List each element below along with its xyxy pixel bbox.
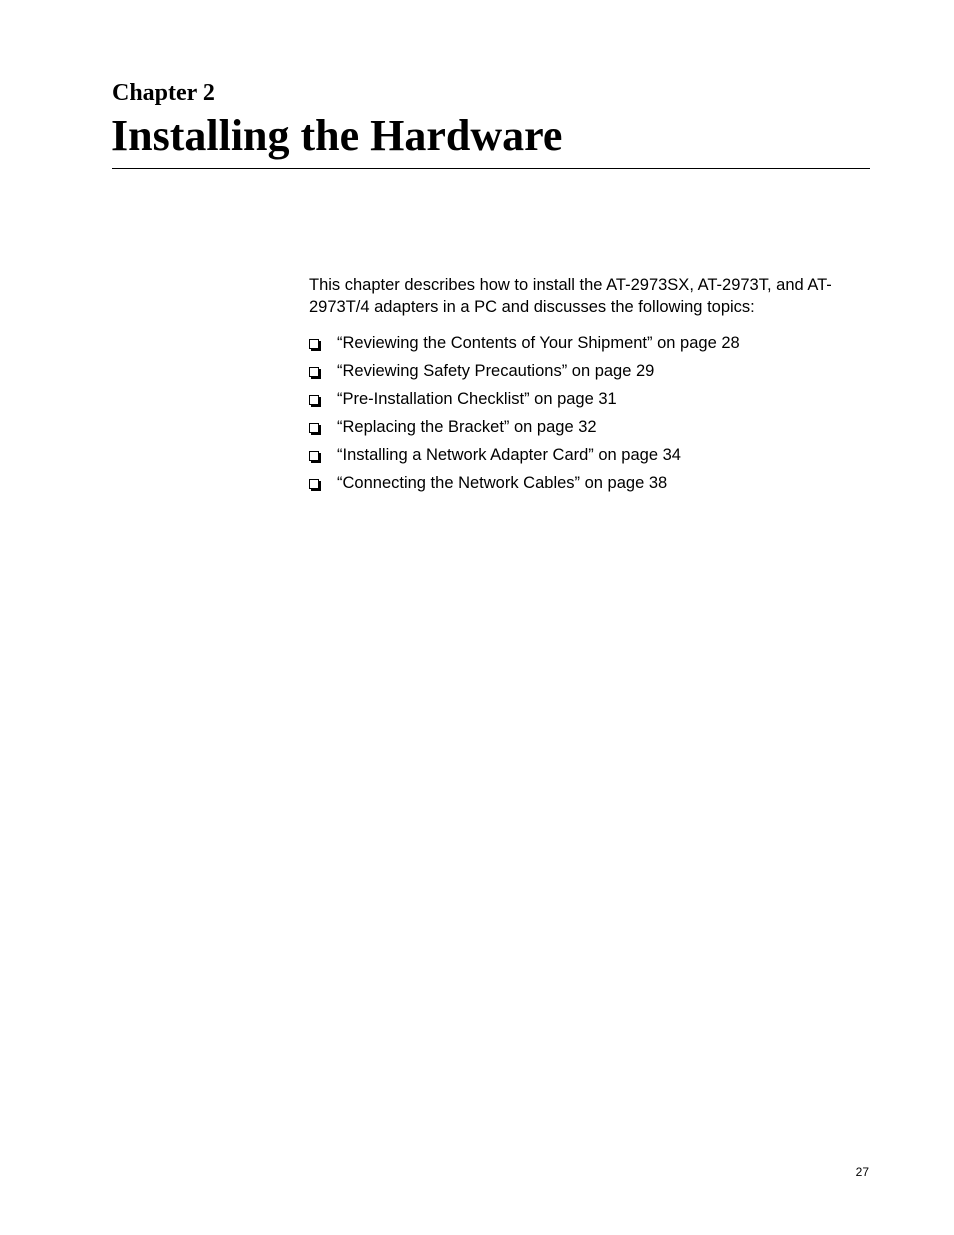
topic-list-item xyxy=(309,444,869,472)
topic-list-item xyxy=(309,388,869,416)
checkbox-icon xyxy=(309,423,319,433)
chapter-title: Installing the Hardware xyxy=(111,111,563,160)
checkbox-icon xyxy=(309,339,319,349)
topic-link[interactable]: “Pre-Installation Checklist” on page 31 xyxy=(337,390,617,408)
chapter-label: Chapter 2 xyxy=(112,80,215,106)
topic-list-item xyxy=(309,416,869,444)
topic-link[interactable]: “Reviewing the Contents of Your Shipment” on page 28 xyxy=(337,334,740,352)
checkbox-icon xyxy=(309,451,319,461)
topic-list-item xyxy=(309,472,869,500)
title-divider xyxy=(112,168,870,169)
topic-list xyxy=(309,332,869,500)
topic-link[interactable]: “Installing a Network Adapter Card” on page 34 xyxy=(337,446,681,464)
topic-link[interactable]: “Reviewing Safety Precautions” on page 29 xyxy=(337,362,655,380)
topic-list-item xyxy=(309,332,869,360)
checkbox-icon xyxy=(309,479,319,489)
page-number: 27 xyxy=(855,1165,869,1179)
topic-list-item xyxy=(309,360,869,388)
checkbox-icon xyxy=(309,367,319,377)
topic-link[interactable]: “Replacing the Bracket” on page 32 xyxy=(337,418,597,436)
intro-paragraph: This chapter describes how to install the AT-2973SX, AT-2973T, and AT-2973T/4 adapters in a PC and discusses the following topics: xyxy=(309,276,832,316)
checkbox-icon xyxy=(309,395,319,405)
topic-link[interactable]: “Connecting the Network Cables” on page 38 xyxy=(337,474,668,492)
